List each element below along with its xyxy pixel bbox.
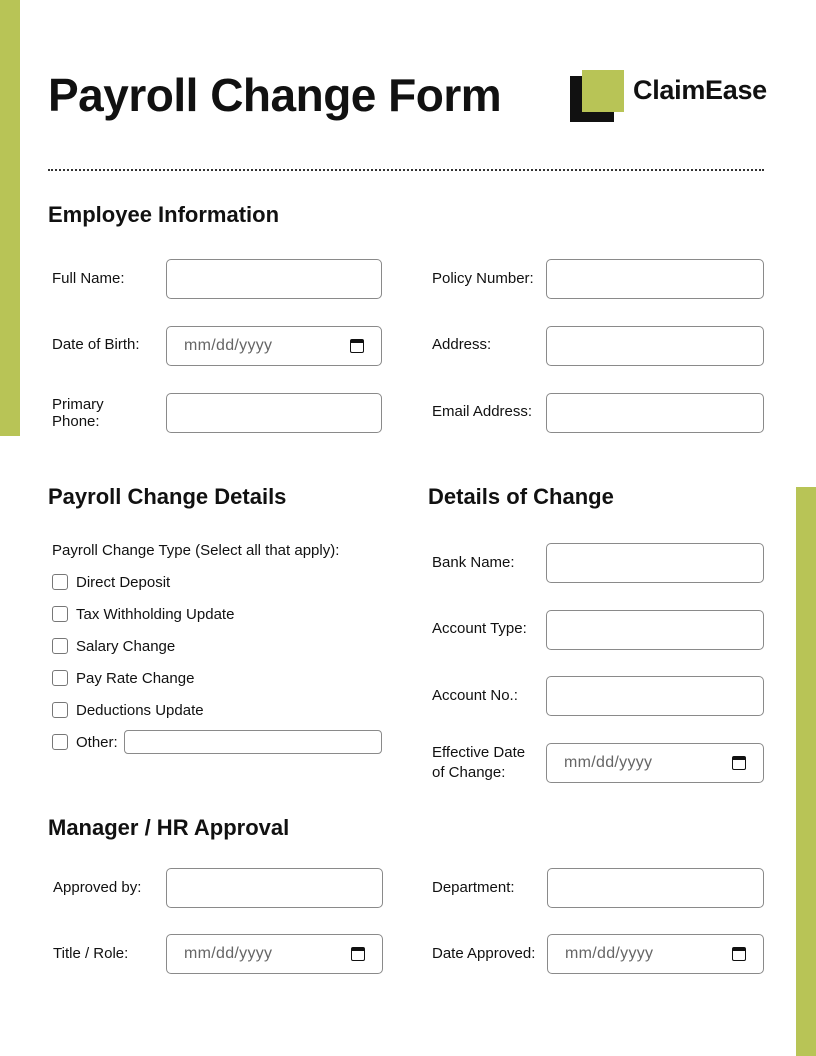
calendar-icon[interactable] <box>351 947 365 961</box>
checkbox-row-deductions-update[interactable] <box>52 700 204 720</box>
full-name-label: Full Name: <box>52 270 125 287</box>
section-title-details-of-change: Details of Change <box>428 484 614 509</box>
primary-phone-field[interactable] <box>166 393 382 433</box>
checkbox-row-tax-withholding-update[interactable] <box>52 604 234 624</box>
checkbox[interactable] <box>52 574 68 590</box>
date-approved-label: Date Approved: <box>432 945 536 962</box>
checkbox[interactable] <box>52 638 68 654</box>
checkbox[interactable] <box>52 702 68 718</box>
date-placeholder: mm/dd/yyyy <box>184 337 273 354</box>
date-placeholder: mm/dd/yyyy <box>564 754 653 771</box>
primary-phone-label: Primary Phone: <box>52 396 104 430</box>
checkbox-label: Tax Withholding Update <box>76 605 235 623</box>
date-of-birth-label: Date of Birth: <box>52 336 140 353</box>
effective-date-label: Effective Date of Change: <box>432 744 526 781</box>
date-placeholder: mm/dd/yyyy <box>565 945 654 962</box>
checkbox-label: Direct Deposit <box>76 573 171 591</box>
date-placeholder: mm/dd/yyyy <box>184 945 273 962</box>
checkbox-row-pay-rate-change[interactable] <box>52 668 194 688</box>
policy-number-field[interactable] <box>546 259 764 299</box>
dotted-divider <box>48 169 764 171</box>
date-of-birth-field[interactable] <box>166 326 382 366</box>
title-role-label: Title / Role: <box>53 945 129 962</box>
checkbox-label: Deductions Update <box>76 701 204 719</box>
calendar-icon[interactable] <box>732 756 746 770</box>
account-type-field[interactable] <box>546 610 764 650</box>
calendar-icon[interactable] <box>350 339 364 353</box>
checkbox-label: Pay Rate Change <box>76 669 195 687</box>
address-label: Address: <box>432 336 492 353</box>
brand-logo <box>570 68 770 124</box>
page-title: Payroll Change Form <box>48 69 502 121</box>
checkbox-label: Salary Change <box>76 637 176 655</box>
other-input[interactable] <box>124 730 382 754</box>
email-address-field[interactable] <box>546 393 764 433</box>
policy-number-label: Policy Number: <box>432 270 534 287</box>
effective-date-field[interactable] <box>546 743 764 783</box>
bank-name-label: Bank Name: <box>432 554 515 571</box>
account-number-label: Account No.: <box>432 687 518 704</box>
section-title-payroll-change-details: Payroll Change Details <box>48 484 287 509</box>
checkbox[interactable] <box>52 734 68 750</box>
approved-by-field[interactable] <box>166 868 383 908</box>
right-accent-bar <box>796 487 816 1056</box>
date-approved-field[interactable] <box>547 934 764 974</box>
checkbox-row-other[interactable] <box>52 732 118 752</box>
account-type-label: Account Type: <box>432 620 527 637</box>
address-field[interactable] <box>546 326 764 366</box>
section-title-employee-information: Employee Information <box>48 202 280 227</box>
department-label: Department: <box>432 879 515 896</box>
left-accent-bar <box>0 0 20 436</box>
payroll-change-type-label: Payroll Change Type (Select all that apply): <box>52 542 340 559</box>
checkbox-row-direct-deposit[interactable] <box>52 572 170 592</box>
department-field[interactable] <box>547 868 764 908</box>
brand-name: ClaimEase <box>633 75 767 105</box>
approved-by-label: Approved by: <box>53 879 142 896</box>
checkbox-label: Other: <box>76 733 118 751</box>
checkbox[interactable] <box>52 606 68 622</box>
checkbox-row-salary-change[interactable] <box>52 636 175 656</box>
account-number-field[interactable] <box>546 676 764 716</box>
calendar-icon[interactable] <box>732 947 746 961</box>
title-role-field[interactable] <box>166 934 383 974</box>
full-name-field[interactable] <box>166 259 382 299</box>
email-address-label: Email Address: <box>432 403 533 420</box>
section-title-manager-hr-approval: Manager / HR Approval <box>48 815 290 840</box>
bank-name-field[interactable] <box>546 543 764 583</box>
checkbox[interactable] <box>52 670 68 686</box>
logo-mark-icon <box>570 68 626 124</box>
